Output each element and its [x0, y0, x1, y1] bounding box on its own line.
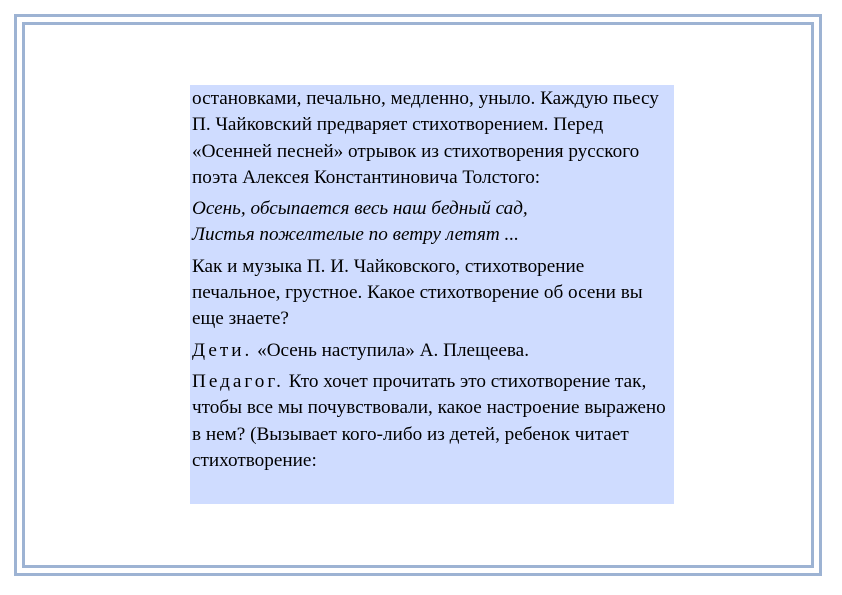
speaker-children: Дети.	[192, 339, 253, 361]
speaker-teacher: Педагог.	[192, 370, 284, 392]
children-answer-text: «Осень наступила» А. Плещеева.	[252, 339, 529, 361]
poem-line-1: Осень, обсыпается весь наш бедный сад,	[192, 198, 528, 220]
paragraph-intro: остановками, печально, медленно, уныло. Каждую пьесу П. Чайковский предваряет стихотворением. Перед «Осенней песней» отрывок из стихотворения русского поэта Алексея Константиновича Толстого:	[192, 88, 659, 188]
paragraph-question: Как и музыка П. И. Чайковского, стихотворение печальное, грустное. Какое стихотворение об осени вы еще знаете?	[192, 255, 643, 330]
text-box	[190, 85, 674, 504]
poem-line-2: Листья пожелтелые по ветру летят ...	[192, 224, 519, 246]
paragraph-children-answer	[192, 338, 672, 364]
paragraph-teacher	[192, 369, 672, 474]
teacher-text: Кто хочет прочитать это стихотворение так, чтобы все мы почувствовали, какое настроение выражено в нем? (Вызывает кого-либо из детей, ребенок читает стихотворение:	[192, 370, 666, 471]
poem-excerpt	[192, 196, 672, 249]
